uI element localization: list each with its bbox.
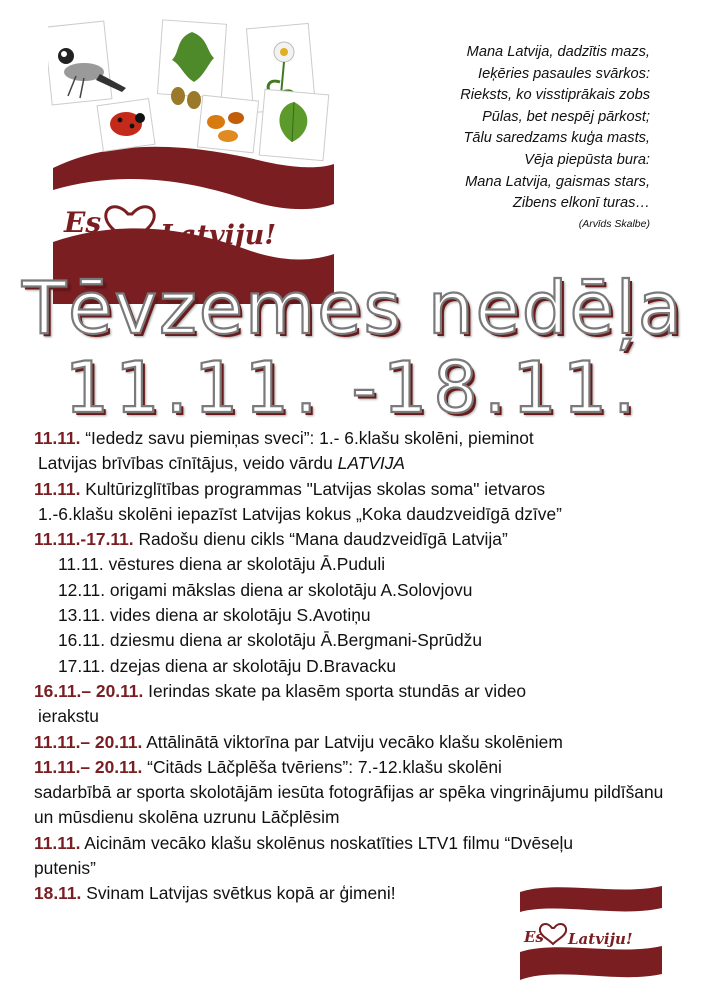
event-text: Aicinām vecāko klašu skolēnus noskatīties LTV1 filmu “Dvēseļu (80, 832, 574, 853)
event-item (34, 477, 674, 502)
page-title: Tēvzemes nedēļa (22, 266, 684, 350)
event-text: Kultūrizglītības programmas "Latvijas skolas soma" ietvaros (80, 478, 546, 499)
poem-line: Zibens elkonī turas… (512, 195, 650, 212)
event-item-continuation: ierakstu (38, 706, 99, 727)
oak-leaf-acorn-icon (157, 20, 226, 109)
event-date: 16.11.– 20.11. (34, 680, 144, 701)
event-text: Svinam Latvijas svētkus kopā ar ģimeni! (81, 883, 396, 904)
event-date: 11.11. (34, 428, 81, 448)
event-item-continuation: putenis” (34, 858, 96, 879)
page-date-range: 11.11. -18.11. (64, 347, 642, 429)
event-date: 11.11.– 20.11. (34, 756, 143, 777)
event-item (34, 730, 674, 755)
event-subitem: 12.11. origami mākslas diena ar skolotāju A.Solovjovu (58, 579, 473, 600)
poem (350, 42, 650, 232)
logo-slogan: Latviju! (160, 220, 277, 251)
amber-stones-icon (197, 95, 258, 153)
event-subitem: 11.11. vēstures diena ar skolotāju Ā.Puduli (58, 554, 386, 575)
event-subitem: 16.11. dziesmu diena ar skolotāju Ā.Bergmani-Sprūdžu (58, 630, 483, 651)
poem-line: Pūlas, bet nespēj pārkost; (482, 108, 650, 125)
event-item-continuation (34, 451, 674, 476)
logo-flag-art (48, 18, 338, 308)
event-date: 11.11. (34, 478, 81, 499)
event-subitem: 17.11. dzejas diena ar skolotāju D.Bravacku (58, 655, 397, 676)
small-flag-logo (518, 884, 664, 982)
event-text: Radošu dienu cikls “Mana daudzveidīgā Latvija” (133, 529, 508, 550)
poem-line: Mana Latvija, dadzītis mazs, (466, 44, 650, 60)
event-item-continuation: sadarbībā ar sporta skolotājām iesūta fotogrāfijas ar spēka vingrinājumu pildīšanu un mūsdienu skolēna uzrunu Lāčplēsim (34, 782, 664, 828)
event-item (34, 679, 674, 704)
event-date: 18.11. (34, 883, 82, 904)
poem-line: Rieksts, ko visstiprākais zobs (460, 87, 650, 104)
event-item (34, 755, 674, 780)
event-item (34, 527, 674, 552)
event-date: 11.11.-17.11. (34, 529, 134, 550)
event-list (34, 426, 674, 907)
poem-line: Ieķēries pasaules svārkos: (478, 65, 650, 82)
event-date: 11.11.– 20.11. (34, 731, 143, 752)
event-item (34, 426, 674, 451)
svg-text:Es: Es (524, 928, 544, 946)
event-emphasis: LATVIJA (337, 453, 406, 474)
svg-text:Es: Es (64, 206, 102, 239)
event-item-continuation: 1.-6.klašu skolēni iepazīst Latvijas kokus „Koka daudzveidīgā dzīve” (38, 503, 562, 524)
wagtail-bird-icon (48, 21, 126, 105)
linden-leaf-icon (259, 89, 329, 160)
poem-line: Tālu saredzams kuģa masts, (463, 130, 650, 147)
ladybug-icon (97, 99, 155, 152)
event-text: Ierindas skate pa klasēm sporta stundās ar video (143, 680, 527, 701)
small-flag-slogan: Latviju! (568, 930, 633, 948)
event-text: Latvijas brīvības cīnītājus, veido vārdu (38, 453, 338, 474)
event-item (34, 831, 674, 856)
event-date: 11.11. (34, 832, 81, 853)
event-subitem: 13.11. vides diena ar skolotāju S.Avotiņu (58, 605, 371, 626)
event-text: “Citāds Lāčplēša tvēriens”: 7.-12.klašu skolēni (142, 756, 502, 777)
event-text: Attālinātā viktorīna par Latviju vecāko klašu skolēniem (142, 731, 563, 752)
poem-author: (Arvīds Skalbe) (578, 217, 650, 230)
event-text: “Iededz savu piemiņas sveci”: 1.- 6.klašu skolēni, pieminot (80, 428, 534, 448)
poem-line: Vēja piepūsta bura: (524, 151, 650, 168)
poem-line: Mana Latvija, gaismas stars, (465, 173, 650, 190)
